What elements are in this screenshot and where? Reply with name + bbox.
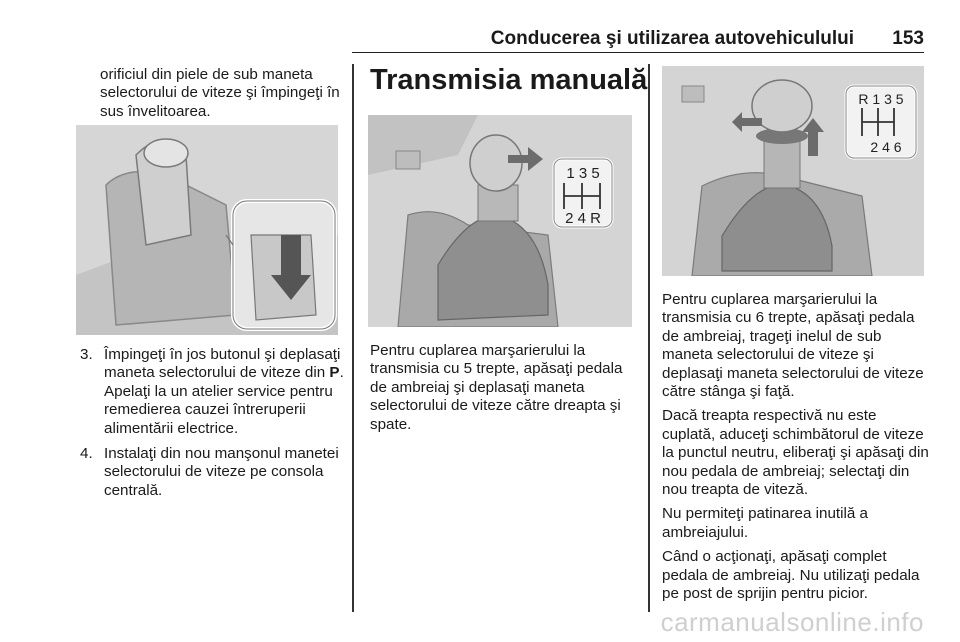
column-divider-left [352,64,354,612]
gear-pattern-6-top: R 1 3 5 [858,91,904,107]
automatic-selector-illustration [76,125,338,335]
item4-text: Instalaţi din nou manşonul manetei selectorului de viteze pe consola centrală. [104,445,339,499]
watermark: carmanualsonline.info [660,607,924,637]
gear-pattern-bottom: 2 4 R [565,210,601,227]
item3-text-b: . Apelaţi la un atelier service pentru remedierea cauzei întreruperii alimentării electrice. [104,364,344,437]
section-title: Transmisia manuală [370,64,648,96]
gearbox-6-drawing [662,66,924,276]
left-list [80,346,344,507]
page-header [352,28,924,53]
list-item-3 [80,346,344,438]
middle-column [370,342,636,440]
right-paragraph-4: Când o acţionaţi, apăsaţi complet pedala de ambreiaj. Nu utilizaţi pedala pe post de sprijin pentru picior. [662,548,920,603]
right-column [662,291,932,610]
page-number: 153 [892,28,924,49]
right-paragraph-2: Dacă treapta respectivă nu este cuplată, aduceţi schimbătorul de viteze la punctul neutru, eliberaţi şi apăsaţi din nou pedala de ambreiaj; selectaţi din nou treapta de viteză. [662,407,929,499]
manual-6-speed-illustration [662,66,924,276]
manual-5-speed-illustration [368,115,632,327]
gearbox-5-drawing [368,115,632,327]
gear-pattern-6-bottom: 2 4 6 [870,139,902,155]
gear-pattern-top: 1 3 5 [566,165,600,182]
header-title: Conducerea şi utilizarea autovehiculului [490,28,854,49]
column-divider-right [648,64,650,612]
item3-bold-p: P [329,364,340,382]
selector-drawing [76,125,338,335]
left-column [100,66,344,127]
right-paragraph-1: Pentru cuplarea marşarierului la transmisia cu 6 trepte, apăsaţi pedala de ambreiaj, trageţi inelul de sub maneta selectorului de viteze şi deplasaţi maneta selectorului de viteze către stânga şi faţă. [662,291,924,401]
intro-text: orificiul din piele de sub maneta selectorului de viteze şi împingeţi în sus învelitoarea. [100,66,340,120]
list-number-3: 3. [80,346,93,363]
item3-text-a: Împingeţi în jos butonul şi deplasaţi maneta selectorului de viteze din [104,346,341,382]
list-number-4: 4. [80,445,93,463]
right-paragraph-3: Nu permiteţi patinarea inutilă a ambreiajului. [662,505,868,541]
middle-text: Pentru cuplarea marşarierului la transmisia cu 5 trepte, apăsaţi pedala de ambreiaj şi deplasaţi maneta selectorului de viteze către dreapta şi spate. [370,342,623,433]
list-item-4 [80,445,344,500]
